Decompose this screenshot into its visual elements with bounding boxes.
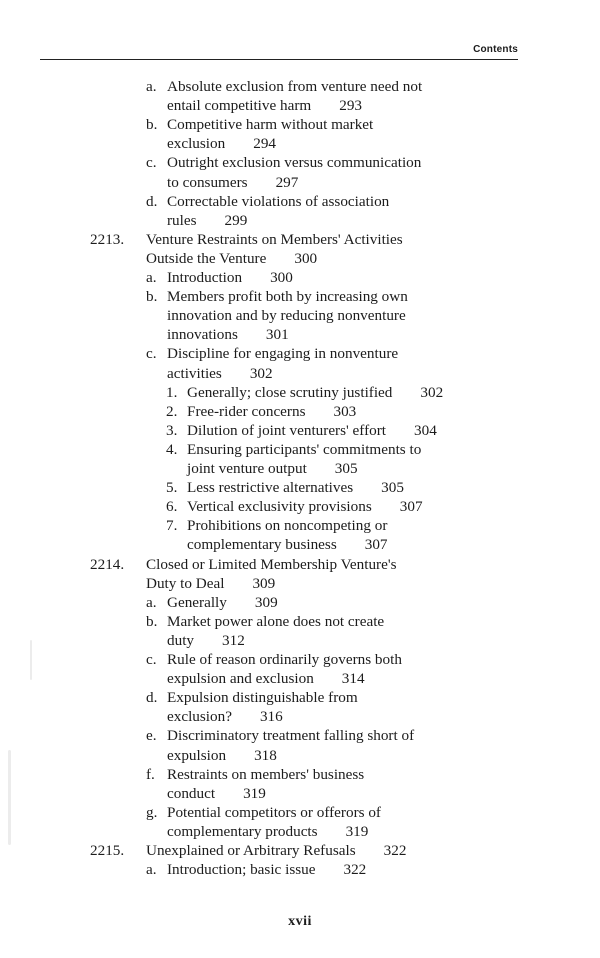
toc-entry-number: g. (146, 803, 158, 821)
toc-page-number: 305 (381, 479, 404, 497)
toc-entry-title: Market power alone does not create (167, 612, 385, 630)
toc-page-number: 303 (333, 402, 357, 420)
toc-entry-text (146, 249, 317, 268)
toc-entry-text (167, 822, 368, 841)
toc-page-number: 322 (383, 842, 407, 859)
toc-entry-title: Vertical exclusivity provisions (187, 498, 372, 516)
toc-page-number: 301 (265, 326, 289, 344)
toc-page-number: 309 (252, 574, 276, 592)
toc-entry-text (167, 306, 406, 325)
toc-entry-text (146, 841, 406, 860)
toc-entry-text (167, 268, 293, 287)
toc-entry-number: a. (146, 269, 157, 286)
toc-page-number: 316 (259, 708, 283, 726)
toc-entry-number: 6. (166, 498, 178, 516)
toc-page-number: 302 (249, 364, 273, 382)
toc-entry-text (167, 688, 358, 707)
toc-entry-number: d. (146, 192, 158, 210)
toc-entry-title: Duty to Deal (146, 574, 225, 592)
toc-entry-text (167, 631, 245, 650)
toc-entry-text (167, 344, 398, 363)
toc-entry-text (167, 765, 364, 784)
toc-entry-number: 4. (166, 440, 178, 458)
toc-page-number: 297 (275, 173, 299, 191)
toc-entry-title: duty (167, 631, 195, 649)
toc-entry-title: conduct (167, 784, 216, 802)
toc-entry-title: entail competitive harm (167, 97, 312, 115)
toc-entry-text (187, 497, 423, 516)
scan-smudge (30, 640, 32, 680)
toc-entry-title: Venture Restraints on Members' Activities (146, 230, 403, 248)
toc-entry-number: d. (146, 689, 158, 707)
toc-entry-number: 5. (166, 479, 178, 497)
toc-page-number: 304 (414, 421, 437, 439)
toc-entry-text (146, 555, 396, 574)
toc-entry-title: complementary business (187, 536, 337, 554)
toc-entry-title: activities (167, 364, 222, 382)
toc-entry-title: innovations (167, 326, 238, 344)
toc-entry-title: Introduction (167, 269, 243, 286)
toc-entry-title: Rule of reason ordinarily governs both (167, 651, 402, 668)
toc-page-number: 319 (243, 784, 266, 802)
toc-entry-text (167, 325, 289, 344)
toc-entry-text (167, 860, 366, 879)
toc-entry-title: expulsion and exclusion (167, 670, 314, 688)
toc-entry-title: Generally (167, 593, 227, 611)
toc-entry-text (167, 650, 402, 669)
toc-entry-text (167, 803, 381, 822)
toc-entry-title: expulsion (167, 746, 227, 764)
toc-entry-number: c. (146, 154, 157, 172)
toc-entry-title: Restraints on members' business (167, 765, 365, 783)
toc-entry-title: to consumers (167, 173, 248, 191)
toc-entry-title: Free-rider concerns (187, 402, 306, 420)
toc-entry-text (187, 440, 421, 459)
toc-entry-text (167, 784, 266, 803)
toc-entry-text (187, 478, 404, 497)
toc-entry-number: c. (146, 345, 157, 363)
toc-page-number: 309 (254, 593, 278, 611)
toc-entry-text (187, 459, 358, 478)
toc-entry-text (167, 115, 373, 134)
toc-entry-title: Outside the Venture (146, 249, 267, 267)
toc-page-number: 300 (294, 249, 318, 267)
toc-entry-text (167, 746, 277, 765)
toc-entry-text (167, 287, 408, 306)
toc-entry-number: 2214. (90, 555, 125, 573)
toc-entry-title: Competitive harm without market (167, 116, 374, 134)
toc-entry-number: a. (146, 861, 157, 879)
toc-entry-number: 2215. (90, 842, 125, 859)
toc-entry-title: Outright exclusion versus communication (167, 154, 422, 172)
toc-entry-title: Unexplained or Arbitrary Refusals (146, 842, 356, 859)
toc-entry-text (167, 77, 422, 96)
toc-page-number: 307 (399, 498, 423, 516)
toc-page-number: 318 (254, 746, 277, 764)
toc-entry-title: innovation and by reducing nonventure (167, 307, 406, 325)
toc-entry-number: 2213. (90, 230, 125, 248)
toc-entry-title: Dilution of joint venturers' effort (187, 421, 387, 439)
toc-page-number: 302 (420, 383, 444, 401)
toc-entry-text (167, 669, 365, 688)
toc-entry-text (167, 96, 362, 115)
toc-entry-text (167, 593, 278, 612)
toc-entry-text (167, 707, 283, 726)
toc-entry-title: Absolute exclusion from venture need not (167, 78, 423, 95)
toc-entry-number: 1. (166, 383, 178, 401)
toc-entry-number: b. (146, 612, 158, 630)
toc-entry-title: Correctable violations of association (167, 192, 390, 210)
toc-entry-text (167, 173, 298, 192)
toc-page-number: 307 (364, 536, 388, 554)
toc-entry-number: a. (146, 78, 157, 95)
toc-entry-number: 7. (166, 517, 178, 535)
toc-entry-title: exclusion (167, 135, 226, 153)
toc-entry-text (167, 364, 273, 383)
toc-entry-number: 3. (166, 421, 178, 439)
toc-entry-title: Prohibitions on noncompeting or (187, 517, 388, 535)
toc-entry-title: Ensuring participants' commitments to (187, 440, 422, 458)
toc-entry-text (187, 535, 388, 554)
toc-entry-title: Discipline for engaging in nonventure (167, 345, 399, 363)
scan-smudge (8, 750, 11, 845)
toc-entry-title: Generally; close scrutiny justified (187, 383, 393, 401)
toc-page-number: 312 (222, 631, 245, 649)
toc-page-number: 322 (343, 861, 367, 879)
toc-entry-text (167, 134, 276, 153)
running-head: Contents (40, 44, 518, 60)
toc-page-number: 305 (334, 460, 358, 477)
toc-page-number: 314 (341, 670, 365, 688)
toc-entry-title: rules (167, 211, 197, 229)
toc-entry-text (187, 383, 443, 402)
toc-entry-number: a. (146, 593, 157, 611)
toc-entry-number: b. (146, 116, 158, 134)
toc-entry-number: c. (146, 651, 157, 668)
toc-entry-text (187, 421, 437, 440)
toc-entry-number: 2. (166, 402, 178, 420)
toc-entry-title: Less restrictive alternatives (187, 479, 354, 497)
page-number: xvii (288, 914, 312, 929)
toc-entry-number: b. (146, 288, 158, 306)
toc-entry-title: exclusion? (167, 708, 232, 726)
toc-entry-title: joint venture output (187, 460, 307, 477)
toc-entry-text (167, 726, 414, 745)
toc-entry-title: Discriminatory treatment falling short of (167, 727, 415, 745)
toc-entry-text (167, 211, 247, 230)
toc-entry-title: Members profit both by increasing own (167, 288, 408, 306)
toc-entry-text (187, 516, 387, 535)
toc-entry-text (167, 192, 389, 211)
toc-entry-title: complementary products (167, 822, 318, 840)
toc-entry-number: e. (146, 727, 157, 745)
toc-page-number: 293 (339, 97, 363, 115)
toc-page-number: 319 (345, 822, 369, 840)
toc-entry-title: Potential competitors or offerors of (167, 803, 381, 821)
toc-entry-title: Introduction; basic issue (167, 861, 316, 879)
toc-entry-text (167, 612, 384, 631)
toc-page-number: 299 (224, 211, 248, 229)
toc-page-number: 294 (253, 135, 276, 153)
toc-page-number: 300 (270, 269, 293, 286)
toc-entry-text (146, 230, 403, 249)
toc-entry-title: Closed or Limited Membership Venture's (146, 555, 397, 573)
toc-entry-number: f. (146, 765, 155, 783)
toc-entry-text (167, 153, 421, 172)
toc-entry-text (146, 574, 275, 593)
toc-entry-text (187, 402, 356, 421)
toc-entry-title: Expulsion distinguishable from (167, 689, 358, 707)
